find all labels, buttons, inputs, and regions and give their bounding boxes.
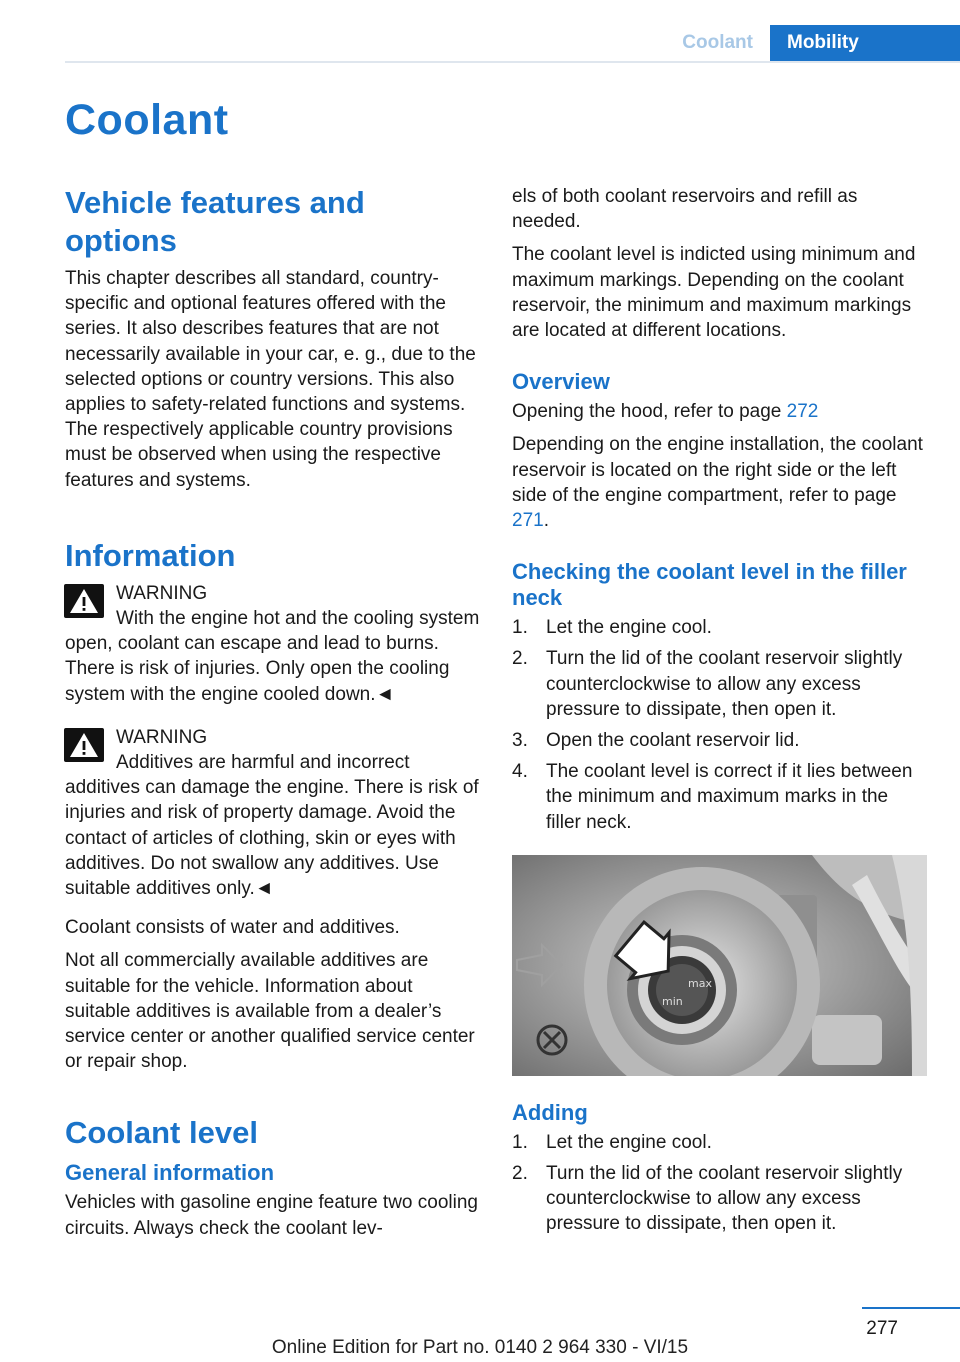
heading-adding: Adding [512, 1099, 588, 1125]
heading-coolant-level: Coolant level [65, 1115, 258, 1151]
photo-label-max: max [688, 976, 712, 990]
list-item [512, 1161, 927, 1237]
step-number: 4. [512, 761, 528, 783]
step-number: 2. [512, 1163, 528, 1185]
page-ref-link-271[interactable]: 271 [512, 510, 544, 532]
page-number: 277 [866, 1318, 898, 1339]
edition-footer: Online Edition for Part no. 0140 2 964 330 - VI/15 [271, 1337, 689, 1358]
heading-vehicle-features: Vehicle features and options [65, 185, 365, 258]
paragraph-cooling-circuits-end: els of both coolant reservoirs and refill as needed. [512, 186, 858, 233]
step-text: Turn the lid of the coolant reservoir slightly counterclockwise to allow any excess pressure to dissipate, then open it. [546, 648, 903, 720]
page-ref-link-272[interactable]: 272 [786, 401, 819, 423]
step-text: Let the engine cool. [546, 617, 712, 639]
warning-block-additives [65, 725, 480, 901]
page-title: Coolant [65, 96, 229, 144]
footer-divider [862, 1307, 960, 1309]
header-tab-section: Coolant [660, 25, 770, 61]
list-item [512, 615, 927, 640]
step-number: 1. [512, 1131, 528, 1153]
paragraph-open-hood [512, 399, 927, 424]
list-item [512, 759, 927, 835]
list-item [512, 1130, 927, 1155]
filler-neck-photo [512, 855, 927, 1076]
photo-label-min: min [662, 994, 683, 1008]
step-text: The coolant level is correct if it lies between the minimum and maximum marks in the filler neck. [546, 761, 913, 833]
paragraph-markings: The coolant level is indicted using minimum and maximum markings. Depending on the coolant reservoir, the minimum and maximum markings are located at different locations. [512, 244, 916, 342]
steps-adding [512, 1130, 927, 1237]
steps-checking [512, 615, 927, 835]
text-reservoir-location: Depending on the engine installation, the coolant reservoir is located on the right side or the left side of the engine compartment, refer to page [512, 434, 923, 506]
step-number: 2. [512, 648, 528, 670]
step-number: 3. [512, 730, 528, 752]
warning-title: WARNING [116, 582, 208, 604]
warning-title: WARNING [116, 726, 208, 748]
list-item [512, 728, 927, 753]
paragraph-coolant-composition: Coolant consists of water and additives. [65, 917, 400, 939]
paragraph-reservoir-location [512, 432, 927, 533]
step-text: Let the engine cool. [546, 1131, 712, 1153]
paragraph-vehicle-features: This chapter describes all standard, country-specific and optional features offered with the series. It also describes features that are not necessarily available in your car, e. g., due to the selected options or country versions. This also applies to safety-related functions and systems. The respectively applicable country provisions must be observed when using the respective features and systems. [65, 268, 476, 491]
heading-overview: Overview [512, 369, 610, 395]
warning-text: With the engine hot and the cooling system open, coolant can escape and lead to burns. There is risk of injuries. Only open the cooling system with the engine cooled down.◄ [65, 608, 480, 705]
step-number: 1. [512, 617, 528, 639]
heading-information: Information [65, 537, 236, 573]
right-column [512, 184, 927, 1243]
list-item [512, 646, 927, 722]
step-text: Open the coolant reservoir lid. [546, 730, 800, 752]
left-column [65, 184, 480, 1249]
header-tab-chapter: Mobility [770, 25, 960, 61]
warning-triangle-icon [64, 584, 104, 618]
paragraph-additives-availability: Not all commercially available additives are suitable for the vehicle. Information about suitable additives is available from a dealer’s service center or another qualified service center or repair shop. [65, 950, 475, 1073]
heading-checking-level: Checking the coolant level in the filler neck [512, 559, 907, 611]
text-open-hood: Opening the hood, refer to page [512, 401, 787, 423]
subheading-general-information: General information [65, 1160, 275, 1186]
warning-text: Additives are harmful and incorrect additives can damage the engine. There is risk of injuries and risk of property damage. Avoid the contact of articles of clothing, skin or eyes with additives. Do not swallow any additives. Use suitable additives only.◄ [65, 752, 479, 900]
page-header-tabs [660, 25, 960, 61]
header-divider [65, 61, 960, 63]
step-text: Turn the lid of the coolant reservoir slightly counterclockwise to allow any excess pressure to dissipate, then open it. [546, 1163, 903, 1235]
text-period: . [543, 510, 549, 532]
warning-block-hot-engine [65, 581, 480, 707]
paragraph-cooling-circuits-start: Vehicles with gasoline engine feature two cooling circuits. Always check the coolant lev- [65, 1192, 478, 1239]
warning-triangle-icon [64, 728, 104, 762]
